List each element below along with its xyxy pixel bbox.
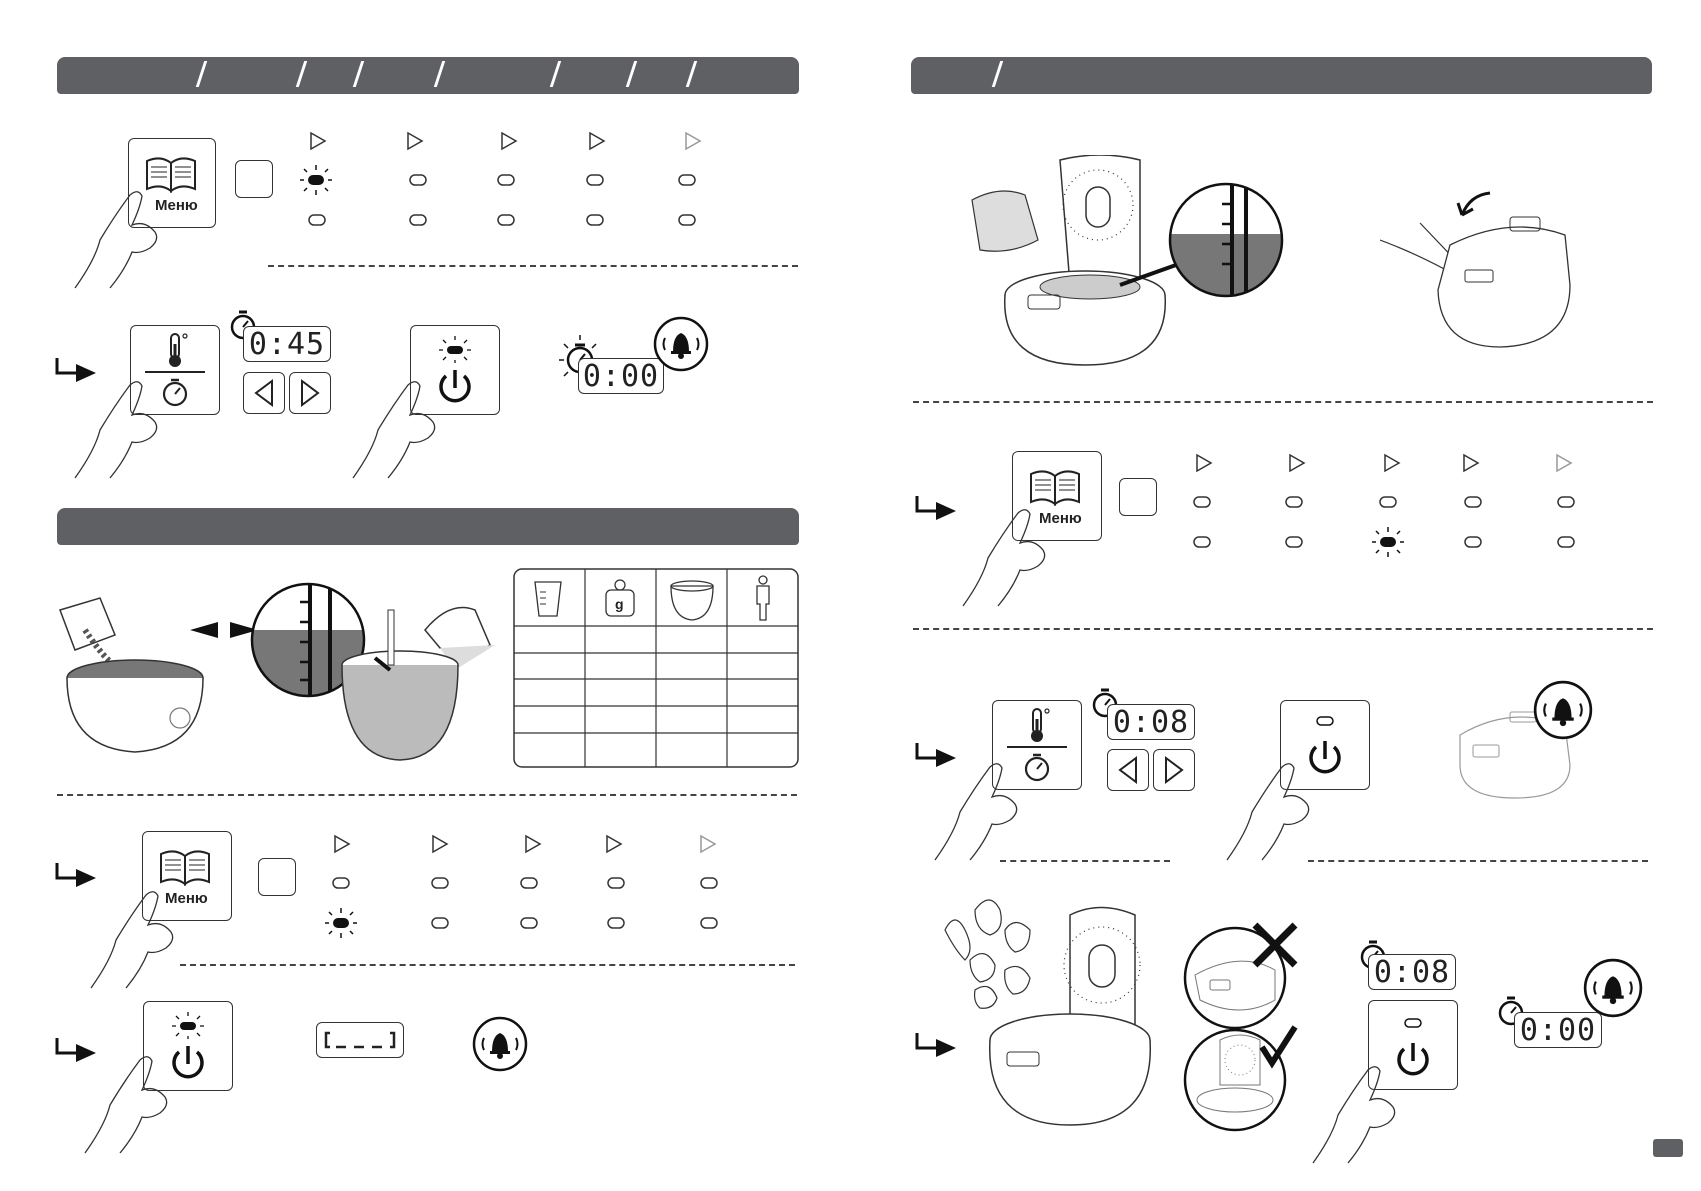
- next-step-arrow-icon: [914, 493, 960, 523]
- active-led-icon: [1372, 527, 1404, 557]
- hand-icon: [1222, 752, 1332, 862]
- increase-button[interactable]: [289, 372, 331, 414]
- program-indicator-box: [235, 160, 273, 198]
- end-time-display: 0:00: [578, 358, 664, 394]
- program-grid-3: [1188, 447, 1608, 557]
- left-page: [0, 0, 850, 1191]
- page-number-tab: [1653, 1139, 1683, 1157]
- hand-icon: [70, 370, 180, 480]
- right-arrow-icon: [290, 373, 330, 413]
- hand-icon: [958, 498, 1068, 608]
- end-time-display: 0:00: [1514, 1012, 1602, 1048]
- decrease-button[interactable]: [1107, 749, 1149, 791]
- lid-open-correct-icon: [1180, 1025, 1300, 1135]
- hand-icon: [1308, 1055, 1418, 1165]
- left-arrow-icon: [1108, 750, 1148, 790]
- menu-button-label: Меню: [155, 197, 198, 214]
- weight-unit-label: g: [615, 596, 624, 612]
- right-page: [850, 0, 1701, 1191]
- menu-button-label: Меню: [1039, 510, 1082, 527]
- hand-icon: [86, 880, 196, 990]
- quantity-table: [513, 568, 799, 768]
- program-grid-2: [316, 828, 736, 938]
- hand-icon: [70, 180, 180, 290]
- separator-line: [913, 628, 1653, 630]
- header-separator: [434, 61, 445, 87]
- header-separator: [296, 61, 307, 87]
- active-led-icon: [300, 165, 332, 195]
- bell-icon: [653, 316, 709, 372]
- separator-line: [57, 794, 797, 796]
- bell-icon: [472, 1016, 528, 1072]
- water-level-magnifier-icon: [1166, 180, 1286, 300]
- section-header-bar-3: [911, 57, 1652, 94]
- menu-button-label: Меню: [165, 890, 208, 907]
- header-separator: [196, 61, 207, 87]
- separator-line: [180, 964, 795, 966]
- decrease-button[interactable]: [243, 372, 285, 414]
- dashes-icon: [322, 1027, 398, 1053]
- lid-closed-wrong-icon: [1180, 920, 1300, 1030]
- rice-pot-illustration: [55, 590, 215, 760]
- section-header-bar-1: [57, 57, 799, 94]
- cook-time-display: 0:08: [1107, 704, 1195, 740]
- hand-icon: [930, 752, 1040, 862]
- bell-icon: [1583, 958, 1643, 1018]
- section-header-bar-2: [57, 508, 799, 545]
- separator-line: [1000, 860, 1170, 862]
- header-separator: [550, 61, 561, 87]
- keep-warm-time-display: 0:08: [1368, 954, 1456, 990]
- header-separator: [992, 61, 1003, 87]
- separator-line: [913, 401, 1653, 403]
- hand-icon: [348, 370, 458, 480]
- active-led-icon: [325, 908, 357, 938]
- program-indicator-box: [258, 858, 296, 896]
- program-grid-1: [290, 125, 710, 235]
- right-arrow-icon: [1154, 750, 1194, 790]
- hand-icon: [80, 1045, 190, 1155]
- closing-lid-illustration: [1380, 175, 1580, 355]
- separator-line: [1308, 860, 1648, 862]
- program-indicator-box: [1119, 478, 1157, 516]
- separator-line: [268, 265, 798, 267]
- increase-button[interactable]: [1153, 749, 1195, 791]
- cook-time-display: 0:45: [243, 326, 331, 362]
- header-separator: [686, 61, 697, 87]
- left-arrow-icon: [244, 373, 284, 413]
- header-separator: [626, 61, 637, 87]
- bell-icon: [1533, 680, 1593, 740]
- steam-open-cooker-illustration: [935, 890, 1165, 1130]
- header-separator: [353, 61, 364, 87]
- water-pour-pot-illustration: [335, 590, 520, 765]
- preset-display: [316, 1022, 404, 1058]
